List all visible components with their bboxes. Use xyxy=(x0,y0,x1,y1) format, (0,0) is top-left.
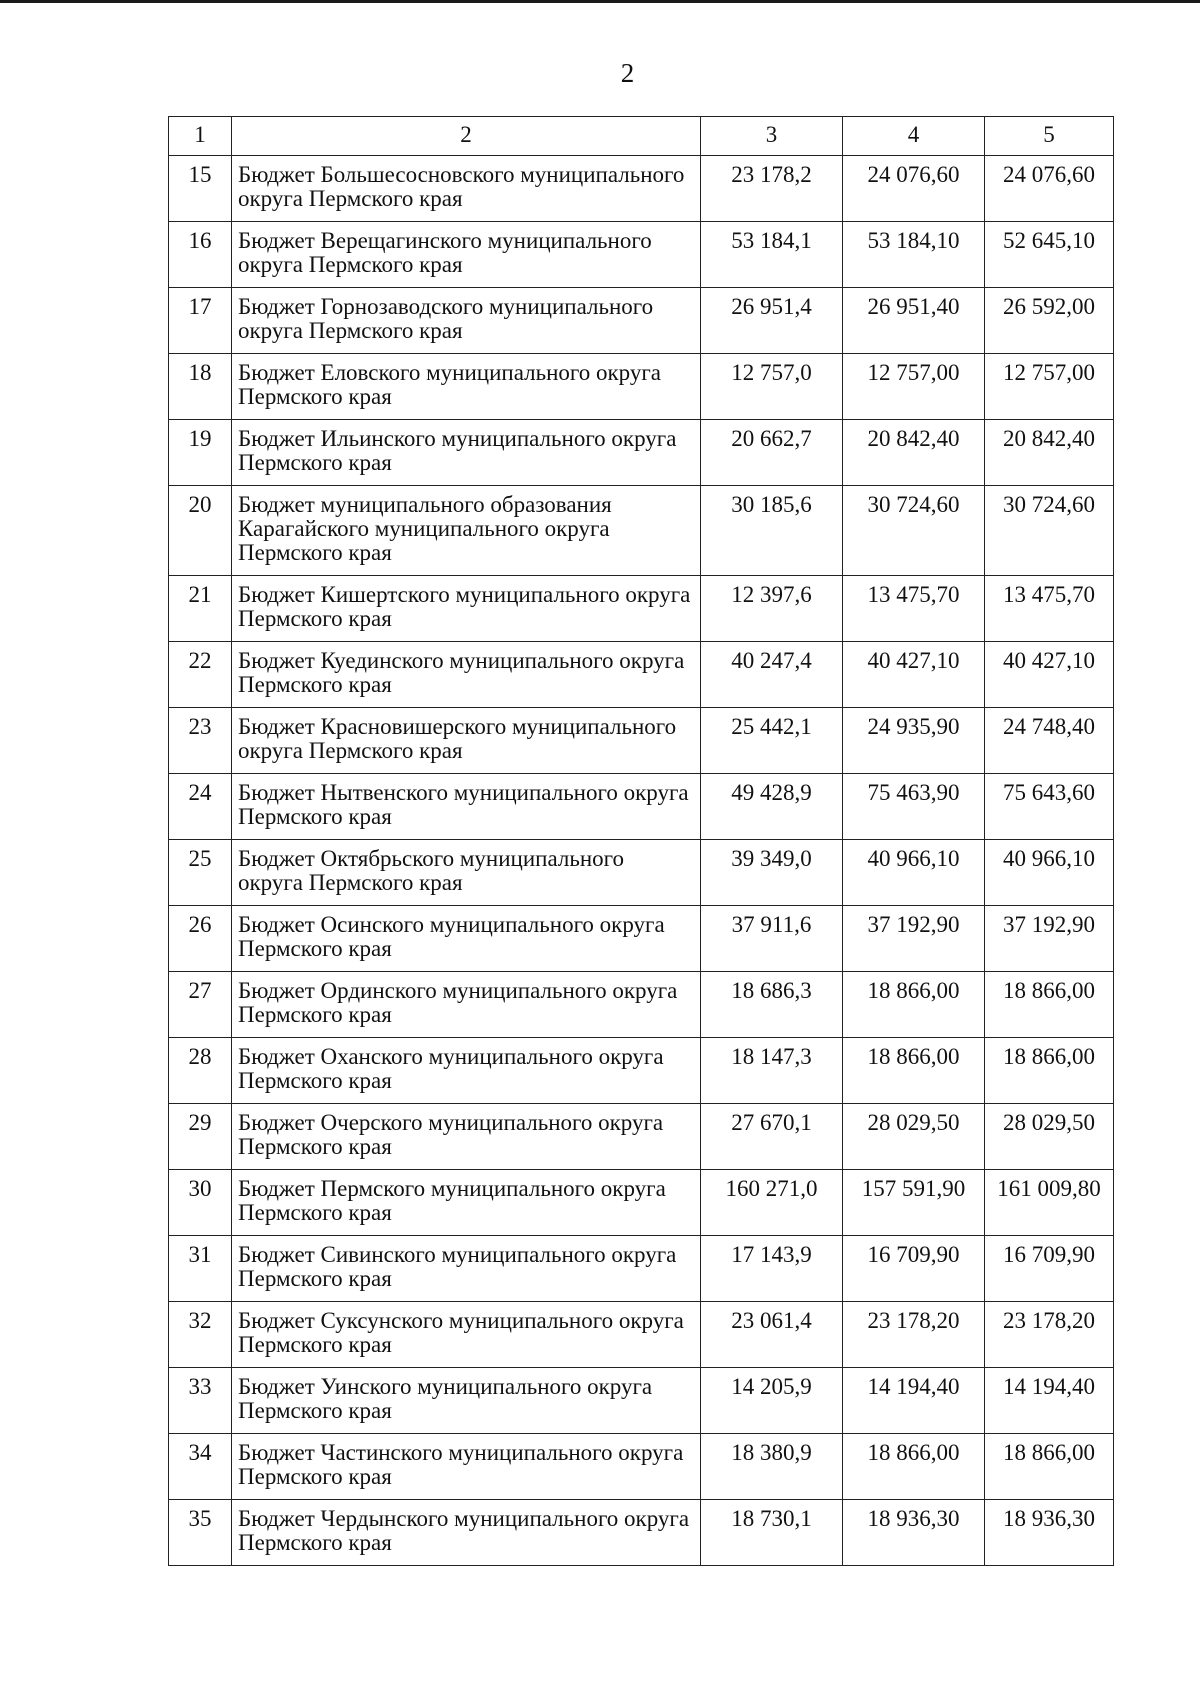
value-col-5: 37 192,90 xyxy=(985,906,1114,972)
value-col-5: 30 724,60 xyxy=(985,486,1114,576)
value-col-4: 37 192,90 xyxy=(843,906,985,972)
value-col-3: 26 951,4 xyxy=(701,288,843,354)
budget-name: Бюджет Уинского муниципального округа Пермского края xyxy=(232,1368,701,1434)
row-number: 28 xyxy=(169,1038,232,1104)
value-col-4: 18 866,00 xyxy=(843,1038,985,1104)
row-number: 22 xyxy=(169,642,232,708)
value-col-3: 12 397,6 xyxy=(701,576,843,642)
budget-name: Бюджет Ильинского муниципального округа Пермского края xyxy=(232,420,701,486)
row-number: 31 xyxy=(169,1236,232,1302)
value-col-3: 160 271,0 xyxy=(701,1170,843,1236)
table-row xyxy=(169,972,1114,1038)
value-col-3: 12 757,0 xyxy=(701,354,843,420)
value-col-4: 24 935,90 xyxy=(843,708,985,774)
table-row xyxy=(169,1368,1114,1434)
value-col-5: 52 645,10 xyxy=(985,222,1114,288)
value-col-5: 24 076,60 xyxy=(985,156,1114,222)
table-row xyxy=(169,1500,1114,1566)
value-col-5: 23 178,20 xyxy=(985,1302,1114,1368)
value-col-3: 17 143,9 xyxy=(701,1236,843,1302)
budget-name: Бюджет Верещагинского муниципального округа Пермского края xyxy=(232,222,701,288)
value-col-4: 40 966,10 xyxy=(843,840,985,906)
value-col-5: 18 866,00 xyxy=(985,1434,1114,1500)
table-row xyxy=(169,1302,1114,1368)
row-number: 24 xyxy=(169,774,232,840)
value-col-3: 18 147,3 xyxy=(701,1038,843,1104)
value-col-3: 23 178,2 xyxy=(701,156,843,222)
value-col-5: 75 643,60 xyxy=(985,774,1114,840)
value-col-5: 26 592,00 xyxy=(985,288,1114,354)
row-number: 34 xyxy=(169,1434,232,1500)
value-col-3: 49 428,9 xyxy=(701,774,843,840)
row-number: 19 xyxy=(169,420,232,486)
value-col-3: 18 730,1 xyxy=(701,1500,843,1566)
row-number: 27 xyxy=(169,972,232,1038)
table-row xyxy=(169,1434,1114,1500)
budget-name: Бюджет Еловского муниципального округа Пермского края xyxy=(232,354,701,420)
value-col-4: 23 178,20 xyxy=(843,1302,985,1368)
column-header-1: 1 xyxy=(169,117,232,156)
row-number: 23 xyxy=(169,708,232,774)
value-col-3: 18 380,9 xyxy=(701,1434,843,1500)
value-col-5: 13 475,70 xyxy=(985,576,1114,642)
table-header xyxy=(169,117,1114,156)
value-col-5: 40 966,10 xyxy=(985,840,1114,906)
value-col-5: 18 936,30 xyxy=(985,1500,1114,1566)
value-col-3: 25 442,1 xyxy=(701,708,843,774)
value-col-5: 16 709,90 xyxy=(985,1236,1114,1302)
value-col-3: 39 349,0 xyxy=(701,840,843,906)
column-header-2: 2 xyxy=(232,117,701,156)
budget-name: Бюджет Сивинского муниципального округа Пермского края xyxy=(232,1236,701,1302)
row-number: 20 xyxy=(169,486,232,576)
table-row xyxy=(169,156,1114,222)
row-number: 25 xyxy=(169,840,232,906)
value-col-3: 20 662,7 xyxy=(701,420,843,486)
value-col-3: 27 670,1 xyxy=(701,1104,843,1170)
row-number: 21 xyxy=(169,576,232,642)
value-col-4: 13 475,70 xyxy=(843,576,985,642)
value-col-4: 157 591,90 xyxy=(843,1170,985,1236)
value-col-4: 53 184,10 xyxy=(843,222,985,288)
table-row xyxy=(169,420,1114,486)
value-col-3: 23 061,4 xyxy=(701,1302,843,1368)
table-row xyxy=(169,708,1114,774)
value-col-5: 20 842,40 xyxy=(985,420,1114,486)
value-col-4: 12 757,00 xyxy=(843,354,985,420)
value-col-4: 28 029,50 xyxy=(843,1104,985,1170)
value-col-5: 12 757,00 xyxy=(985,354,1114,420)
table-row xyxy=(169,1038,1114,1104)
value-col-4: 18 866,00 xyxy=(843,972,985,1038)
table-row xyxy=(169,774,1114,840)
budget-name: Бюджет Чердынского муниципального округа Пермского края xyxy=(232,1500,701,1566)
value-col-3: 40 247,4 xyxy=(701,642,843,708)
row-number: 30 xyxy=(169,1170,232,1236)
value-col-4: 24 076,60 xyxy=(843,156,985,222)
table-row xyxy=(169,222,1114,288)
value-col-3: 53 184,1 xyxy=(701,222,843,288)
value-col-5: 14 194,40 xyxy=(985,1368,1114,1434)
column-header-5: 5 xyxy=(985,117,1114,156)
value-col-3: 14 205,9 xyxy=(701,1368,843,1434)
value-col-5: 161 009,80 xyxy=(985,1170,1114,1236)
budget-name: Бюджет муниципального образования Карагайского муниципального округа Пермского края xyxy=(232,486,701,576)
budget-name: Бюджет Красновишерского муниципального округа Пермского края xyxy=(232,708,701,774)
value-col-4: 75 463,90 xyxy=(843,774,985,840)
value-col-3: 18 686,3 xyxy=(701,972,843,1038)
budget-name: Бюджет Нытвенского муниципального округа Пермского края xyxy=(232,774,701,840)
row-number: 16 xyxy=(169,222,232,288)
value-col-5: 28 029,50 xyxy=(985,1104,1114,1170)
budget-name: Бюджет Очерского муниципального округа Пермского края xyxy=(232,1104,701,1170)
value-col-4: 18 936,30 xyxy=(843,1500,985,1566)
value-col-4: 40 427,10 xyxy=(843,642,985,708)
scan-edge-line xyxy=(0,0,1200,3)
budget-name: Бюджет Октябрьского муниципального округа Пермского края xyxy=(232,840,701,906)
row-number: 17 xyxy=(169,288,232,354)
value-col-4: 18 866,00 xyxy=(843,1434,985,1500)
table-row xyxy=(169,1236,1114,1302)
table-row xyxy=(169,354,1114,420)
row-number: 29 xyxy=(169,1104,232,1170)
column-header-4: 4 xyxy=(843,117,985,156)
value-col-3: 30 185,6 xyxy=(701,486,843,576)
table-row xyxy=(169,288,1114,354)
value-col-5: 18 866,00 xyxy=(985,1038,1114,1104)
table-row xyxy=(169,840,1114,906)
table-row xyxy=(169,576,1114,642)
budget-name: Бюджет Частинского муниципального округа Пермского края xyxy=(232,1434,701,1500)
row-number: 33 xyxy=(169,1368,232,1434)
budget-name: Бюджет Ординского муниципального округа Пермского края xyxy=(232,972,701,1038)
value-col-4: 30 724,60 xyxy=(843,486,985,576)
table-row xyxy=(169,1104,1114,1170)
value-col-5: 18 866,00 xyxy=(985,972,1114,1038)
value-col-4: 14 194,40 xyxy=(843,1368,985,1434)
budget-name: Бюджет Осинского муниципального округа Пермского края xyxy=(232,906,701,972)
table-row xyxy=(169,486,1114,576)
column-header-3: 3 xyxy=(701,117,843,156)
budget-name: Бюджет Куединского муниципального округа Пермского края xyxy=(232,642,701,708)
budget-name: Бюджет Кишертского муниципального округа Пермского края xyxy=(232,576,701,642)
table-row xyxy=(169,642,1114,708)
budget-name: Бюджет Оханского муниципального округа Пермского края xyxy=(232,1038,701,1104)
row-number: 32 xyxy=(169,1302,232,1368)
value-col-4: 16 709,90 xyxy=(843,1236,985,1302)
budget-name: Бюджет Горнозаводского муниципального округа Пермского края xyxy=(232,288,701,354)
value-col-5: 24 748,40 xyxy=(985,708,1114,774)
table-header-row xyxy=(169,117,1114,156)
budget-name: Бюджет Пермского муниципального округа Пермского края xyxy=(232,1170,701,1236)
budget-name: Бюджет Большесосновского муниципального округа Пермского края xyxy=(232,156,701,222)
page-number: 2 xyxy=(620,58,635,88)
budget-name: Бюджет Суксунского муниципального округа Пермского края xyxy=(232,1302,701,1368)
row-number: 26 xyxy=(169,906,232,972)
table-body xyxy=(169,156,1114,1566)
value-col-4: 20 842,40 xyxy=(843,420,985,486)
budget-table xyxy=(168,116,1114,1566)
row-number: 15 xyxy=(169,156,232,222)
table-row xyxy=(169,906,1114,972)
value-col-5: 40 427,10 xyxy=(985,642,1114,708)
table-row xyxy=(169,1170,1114,1236)
value-col-4: 26 951,40 xyxy=(843,288,985,354)
value-col-3: 37 911,6 xyxy=(701,906,843,972)
row-number: 35 xyxy=(169,1500,232,1566)
row-number: 18 xyxy=(169,354,232,420)
